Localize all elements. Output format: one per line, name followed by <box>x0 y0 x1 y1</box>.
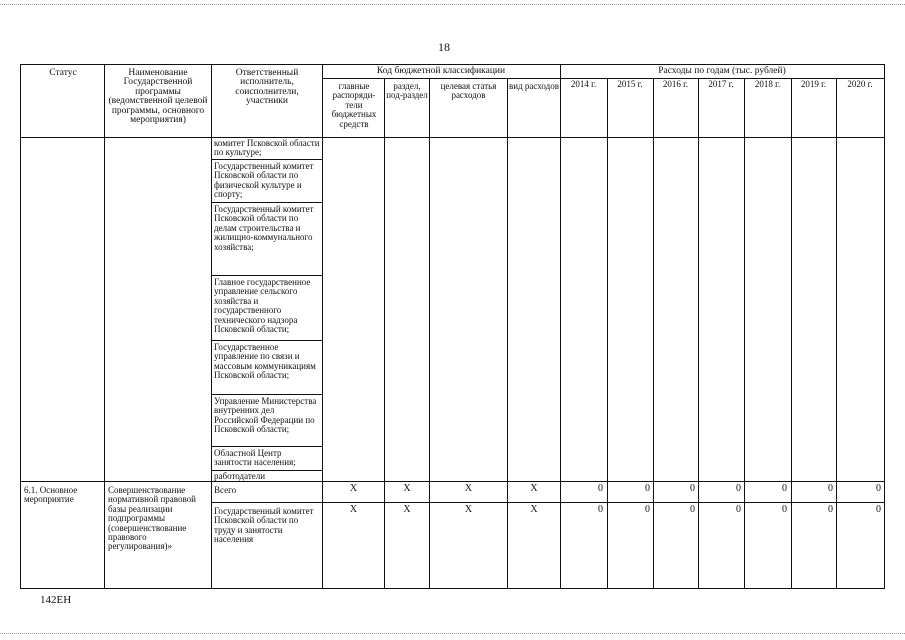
participant-item: работодатели <box>214 471 266 481</box>
participant-divider <box>211 159 322 160</box>
year-value: 0 <box>876 504 881 515</box>
year-value: 0 <box>690 504 695 515</box>
header-year: 2014 г. <box>570 79 597 89</box>
row-divider <box>211 502 884 503</box>
year-value: 0 <box>598 504 603 515</box>
header-budget-code: Код бюджетной классификации <box>376 66 506 76</box>
col-divider <box>384 78 385 588</box>
year-value: 0 <box>645 504 650 515</box>
header-year: 2015 г. <box>617 79 643 89</box>
participant-item: Главное государственное управление сельского хозяйства и государственного технического надзора Псковской области; <box>214 277 311 335</box>
code-cell: Х <box>530 483 538 494</box>
participant-item: Областной Центр занятости населения; <box>214 448 296 468</box>
year-value: 0 <box>876 483 881 494</box>
col-divider <box>211 65 212 588</box>
code-cell: Х <box>530 504 538 515</box>
header-name: Наименование Государственной программы (ведомственной целевой программы, основного мероприятия) <box>108 68 208 126</box>
header-year: 2016 г. <box>662 79 689 89</box>
header-code-grbs: главные распоряди-тели бюджетных средств <box>331 81 377 129</box>
participant-divider <box>211 202 322 203</box>
activity-status: 6.1. Основное мероприятие <box>24 485 78 505</box>
header-expenses: Расходы по годам (тыс. рублей) <box>658 66 786 76</box>
code-cell: Х <box>464 504 473 515</box>
scan-edge-bottom <box>0 633 905 634</box>
header-year: 2020 г. <box>847 79 873 89</box>
code-cell: Х <box>403 483 411 494</box>
code-cell: Х <box>464 483 473 494</box>
year-value: 0 <box>598 483 603 494</box>
year-value: 0 <box>690 483 695 494</box>
participant-divider <box>211 340 322 341</box>
header-year: 2017 г. <box>708 79 734 89</box>
year-value: 0 <box>736 483 741 494</box>
header-code-type: вид расходов <box>509 81 559 91</box>
col-divider <box>322 65 323 588</box>
row-responsible-total: Всего <box>214 485 237 495</box>
footer-code: 142ЕН <box>40 594 72 606</box>
header-code-section: раздел, под-раздел <box>386 81 428 101</box>
row-responsible-committee: Государственный комитет Псковской области по труду и занятости населения <box>214 506 314 545</box>
year-value: 0 <box>828 504 833 515</box>
code-cell: Х <box>349 504 358 515</box>
participant-divider <box>211 446 322 447</box>
year-value: 0 <box>736 504 741 515</box>
header-bottom-line <box>21 137 884 138</box>
col-divider <box>429 78 430 588</box>
participant-item: Управление Министерства внутренних дел Российской Федерации по Псковской области; <box>214 396 317 435</box>
col-divider <box>104 65 105 588</box>
page-number: 18 <box>438 40 450 54</box>
header-code-article: целевая статья расходов <box>440 81 497 101</box>
activity-name: Совершенствование нормативной правовой базы реализации подпрограммы (совершенствование правового регулирования)» <box>108 485 196 552</box>
year-value: 0 <box>645 483 650 494</box>
header-status: Статус <box>49 68 77 78</box>
participant-item: Государственный комитет Псковской области по делам строительства и жилищно-коммунального хозяйства; <box>214 204 314 252</box>
header-responsible: Ответственный исполнитель, соисполнители, участники <box>235 68 299 107</box>
header-year: 2019 г. <box>800 79 827 89</box>
code-cell: Х <box>403 504 411 515</box>
participant-divider <box>211 275 322 276</box>
col-divider <box>507 78 508 588</box>
code-cell: Х <box>349 483 358 494</box>
row-divider <box>21 481 884 482</box>
header-year: 2018 г. <box>754 79 781 89</box>
group-header-divider <box>322 78 884 79</box>
scan-edge-top <box>0 4 905 5</box>
participant-divider <box>211 394 322 395</box>
participant-item: Государственное управление по связи и массовым коммуникациям Псковской области; <box>214 342 316 381</box>
participant-item: Государственный комитет Псковской области по физической культуре и спорту; <box>214 161 314 200</box>
year-value: 0 <box>782 504 787 515</box>
year-value: 0 <box>828 483 833 494</box>
participant-item: комитет Псковской области по культуре; <box>214 138 320 158</box>
year-value: 0 <box>782 483 787 494</box>
budget-table <box>20 64 885 589</box>
